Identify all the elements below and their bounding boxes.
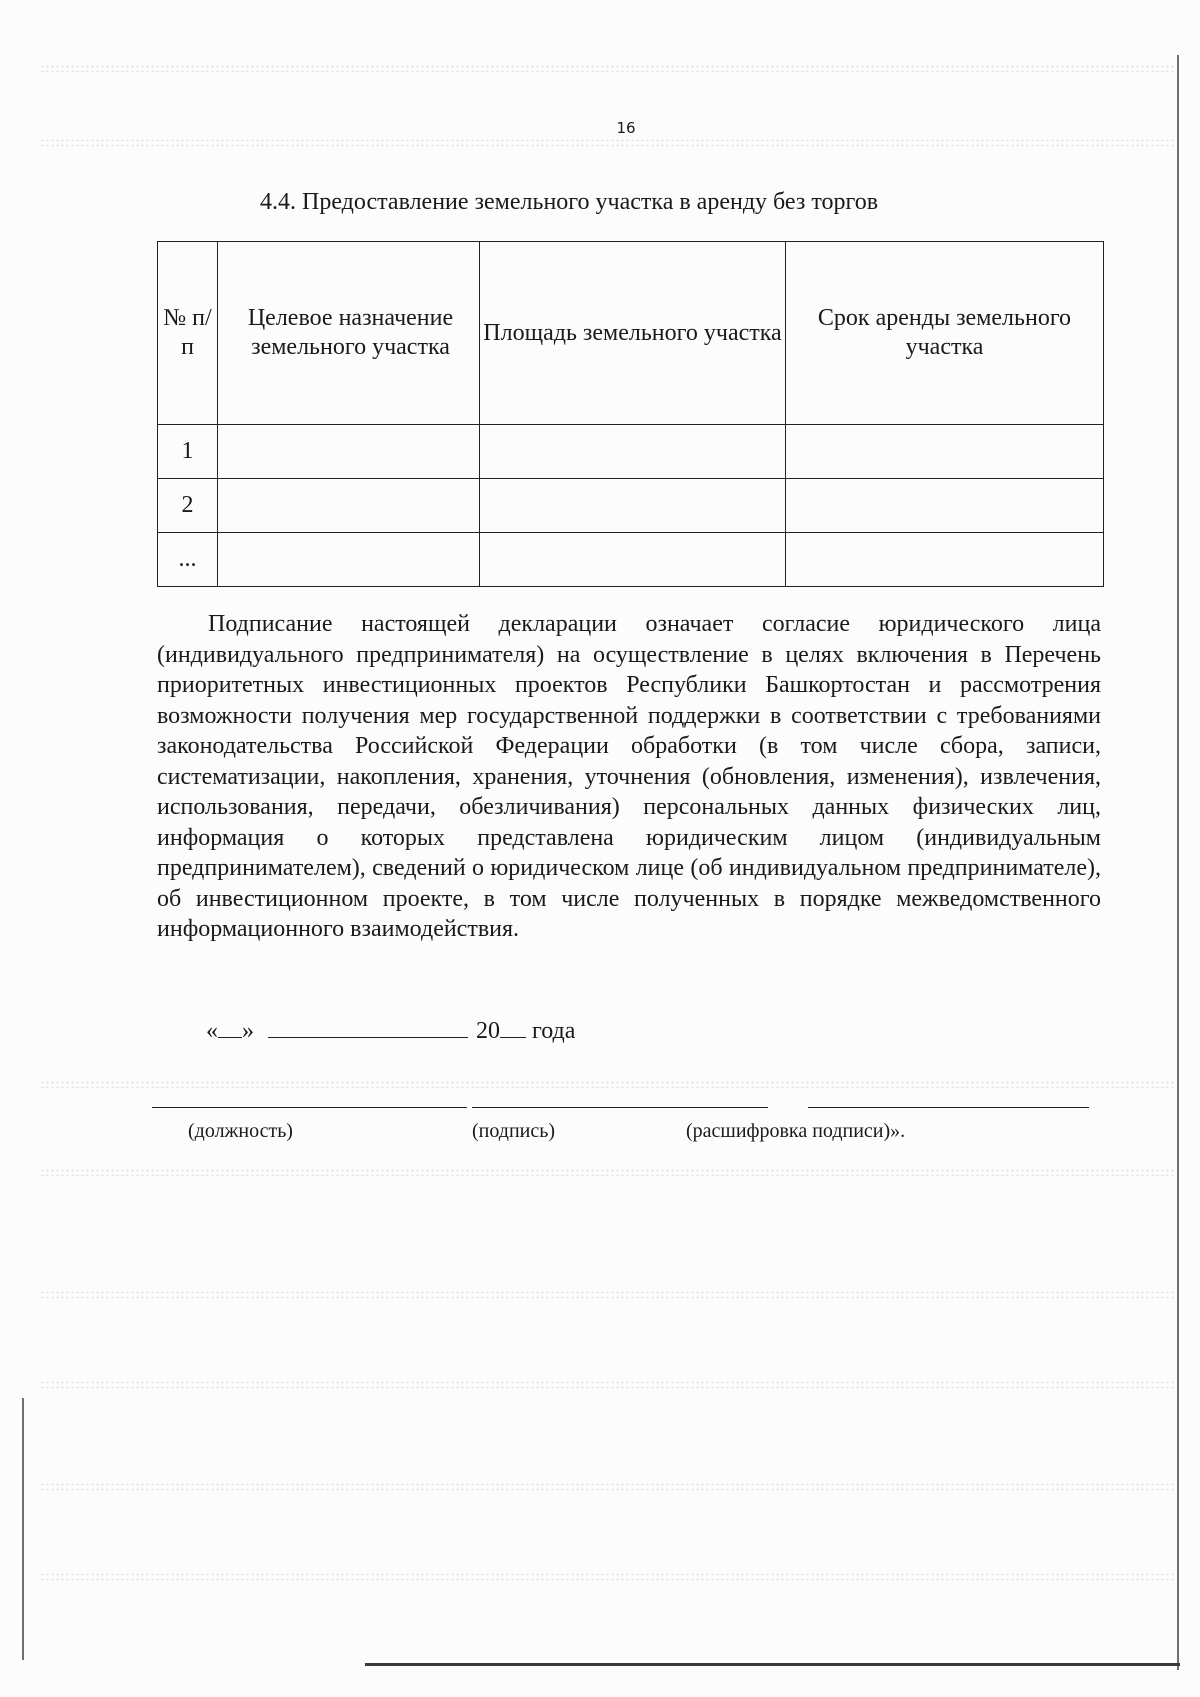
row-purpose[interactable] xyxy=(218,479,480,533)
scan-noise xyxy=(40,1572,1175,1582)
date-close-quote: » xyxy=(242,1018,254,1044)
header-number: № п/п xyxy=(158,242,218,425)
signature-caption: (подпись) xyxy=(472,1120,556,1142)
scan-edge-left xyxy=(22,1398,24,1660)
scan-noise xyxy=(40,1290,1175,1300)
scan-noise xyxy=(40,1380,1175,1390)
row-lease-term[interactable] xyxy=(786,425,1104,479)
date-line xyxy=(206,1015,575,1045)
row-purpose[interactable] xyxy=(218,533,480,587)
table-row xyxy=(158,425,1104,479)
land-lease-table xyxy=(157,241,1104,587)
date-open-quote: « xyxy=(206,1018,218,1044)
header-lease-term: Срок аренды земельного участка xyxy=(786,242,1104,425)
header-purpose: Целевое назначение земельного участка xyxy=(218,242,480,425)
row-area[interactable] xyxy=(480,479,786,533)
row-purpose[interactable] xyxy=(218,425,480,479)
signature-decoding-caption: (расшифровка подписи)». xyxy=(686,1120,906,1142)
signature-decoding-line[interactable] xyxy=(808,1107,1089,1108)
year-field[interactable] xyxy=(500,1015,526,1038)
scan-noise xyxy=(40,138,1175,148)
row-number: 2 xyxy=(158,479,218,533)
table-header-row xyxy=(158,242,1104,425)
position-caption: (должность) xyxy=(188,1120,293,1142)
consent-paragraph: Подписание настоящей декларации означает согласие юридического лица (индивидуального предпринимателя) на осуществление в целях включения в Перечень приоритетных инвестиционных проектов Республики Башкортостан и рассмотрения возможности получения мер государственной поддержки в соответствии с требованиями законодательства Российской Федерации обработки (в том числе сбора, записи, систематизации, накопления, хранения, уточнения (обновления, изменения), извлечения, использования, передачи, обезличивания) персональных данных физических лиц, информация о которых представлена юридическим лицом (индивидуальным предпринимателем), сведений о юридическом лице (об индивидуальном предпринимателе), об инвестиционном проекте, в том числе полученных в порядке межведомственного информационного взаимодействия. xyxy=(157,611,1101,942)
month-field[interactable] xyxy=(268,1015,468,1038)
scan-noise xyxy=(40,64,1175,74)
position-line[interactable] xyxy=(152,1107,467,1108)
row-number: 1 xyxy=(158,425,218,479)
page-number: 16 xyxy=(616,119,636,137)
row-lease-term[interactable] xyxy=(786,479,1104,533)
table-row xyxy=(158,479,1104,533)
row-lease-term[interactable] xyxy=(786,533,1104,587)
scan-noise xyxy=(40,1168,1175,1178)
scan-edge-right xyxy=(1177,55,1179,1670)
section-title: 4.4. Предоставление земельного участка в аренду без торгов xyxy=(260,189,879,215)
table-row xyxy=(158,533,1104,587)
day-field[interactable] xyxy=(218,1015,242,1038)
scan-noise xyxy=(40,1080,1175,1090)
year-prefix: 20 xyxy=(476,1018,500,1044)
scan-noise xyxy=(40,1482,1175,1492)
year-suffix: года xyxy=(532,1018,576,1044)
signature-line[interactable] xyxy=(472,1107,768,1108)
scan-edge-bottom xyxy=(365,1663,1180,1666)
row-area[interactable] xyxy=(480,425,786,479)
row-number: ... xyxy=(158,533,218,587)
header-area: Площадь земельного участка xyxy=(480,242,786,425)
row-area[interactable] xyxy=(480,533,786,587)
